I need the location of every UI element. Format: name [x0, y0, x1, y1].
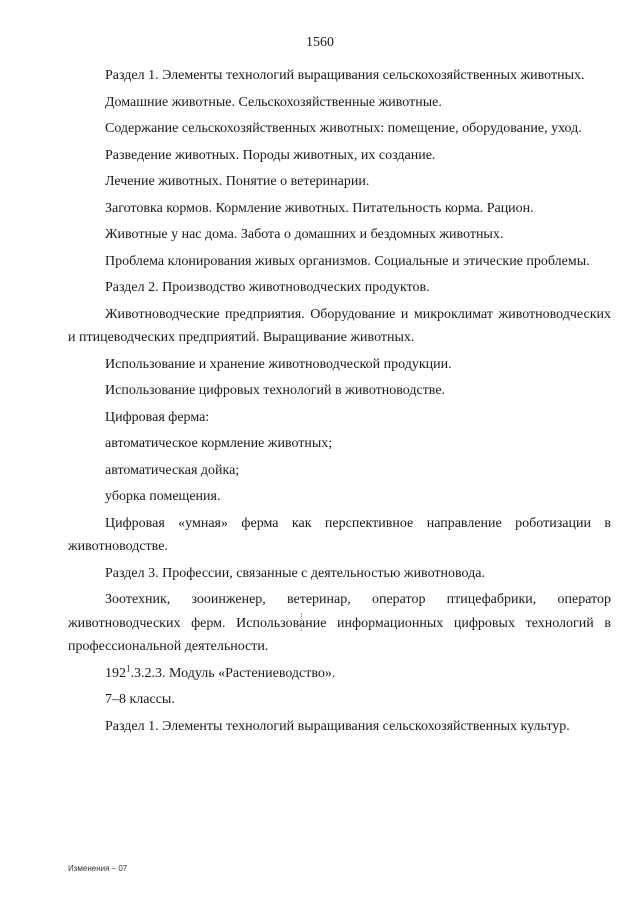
- list-item-milking: автоматическая дойка;: [105, 462, 240, 478]
- paragraph-smart-farm: Цифровая «умная» ферма как перспективное направление роботизации в животноводстве.: [68, 515, 611, 554]
- module-heading: [68, 662, 611, 686]
- grades-label: 7–8 классы.: [105, 692, 175, 707]
- module-number: 192: [105, 665, 126, 681]
- section-2-heading: Раздел 2. Производство животноводческих продуктов.: [105, 280, 430, 295]
- document-body: [68, 64, 611, 741]
- scan-marker: [301, 613, 303, 631]
- module-title: .3.2.3. Модуль «Растениеводство».: [130, 665, 336, 681]
- final-section-heading: Раздел 1. Элементы технологий выращивания сельскохозяйственных культур.: [105, 718, 570, 734]
- list-item-feeding: автоматическое кормление животных;: [105, 436, 333, 451]
- module-superscript: 1: [126, 662, 131, 673]
- paragraph-domestic-animals: Домашние животные. Сельскохозяйственные животные.: [105, 94, 442, 110]
- paragraph-professions: Зоотехник, зооинженер, ветеринар, оператор птицефабрики, оператор животноводческих ферм. Использование информационных цифровых технологий в профессиональной деятельности.: [68, 592, 611, 654]
- paragraph-digital-tech: Использование цифровых технологий в животноводстве.: [105, 383, 446, 398]
- page-number: 1560: [306, 35, 334, 50]
- paragraph-feed: Заготовка кормов. Кормление животных. Питательность корма. Рацион.: [105, 200, 534, 216]
- page-footer: Изменения – 07: [68, 864, 128, 873]
- paragraph-storage: Использование и хранение животноводческой продукции.: [105, 356, 452, 372]
- paragraph-pets: Животные у нас дома. Забота о домашних и бездомных животных.: [105, 227, 504, 242]
- paragraph-enterprises: Животноводческие предприятия. Оборудование и микроклимат животноводческих и птицеводческих предприятий. Выращивание животных.: [68, 306, 611, 345]
- paragraph-keeping-animals: Содержание сельскохозяйственных животных: помещение, оборудование, уход.: [105, 121, 582, 136]
- section-3-heading: Раздел 3. Профессии, связанные с деятельностью животновода.: [105, 565, 485, 581]
- list-item-cleaning: уборка помещения.: [105, 489, 221, 504]
- paragraph-digital-farm: Цифровая ферма:: [105, 409, 210, 425]
- paragraph-treatment: Лечение животных. Понятие о ветеринарии.: [105, 174, 370, 189]
- paragraph-breeding: Разведение животных. Породы животных, их создание.: [105, 147, 436, 163]
- paragraph-cloning: Проблема клонирования живых организмов. Социальные и этические проблемы.: [105, 253, 590, 269]
- section-1-heading: Раздел 1. Элементы технологий выращивания сельскохозяйственных животных.: [105, 68, 585, 83]
